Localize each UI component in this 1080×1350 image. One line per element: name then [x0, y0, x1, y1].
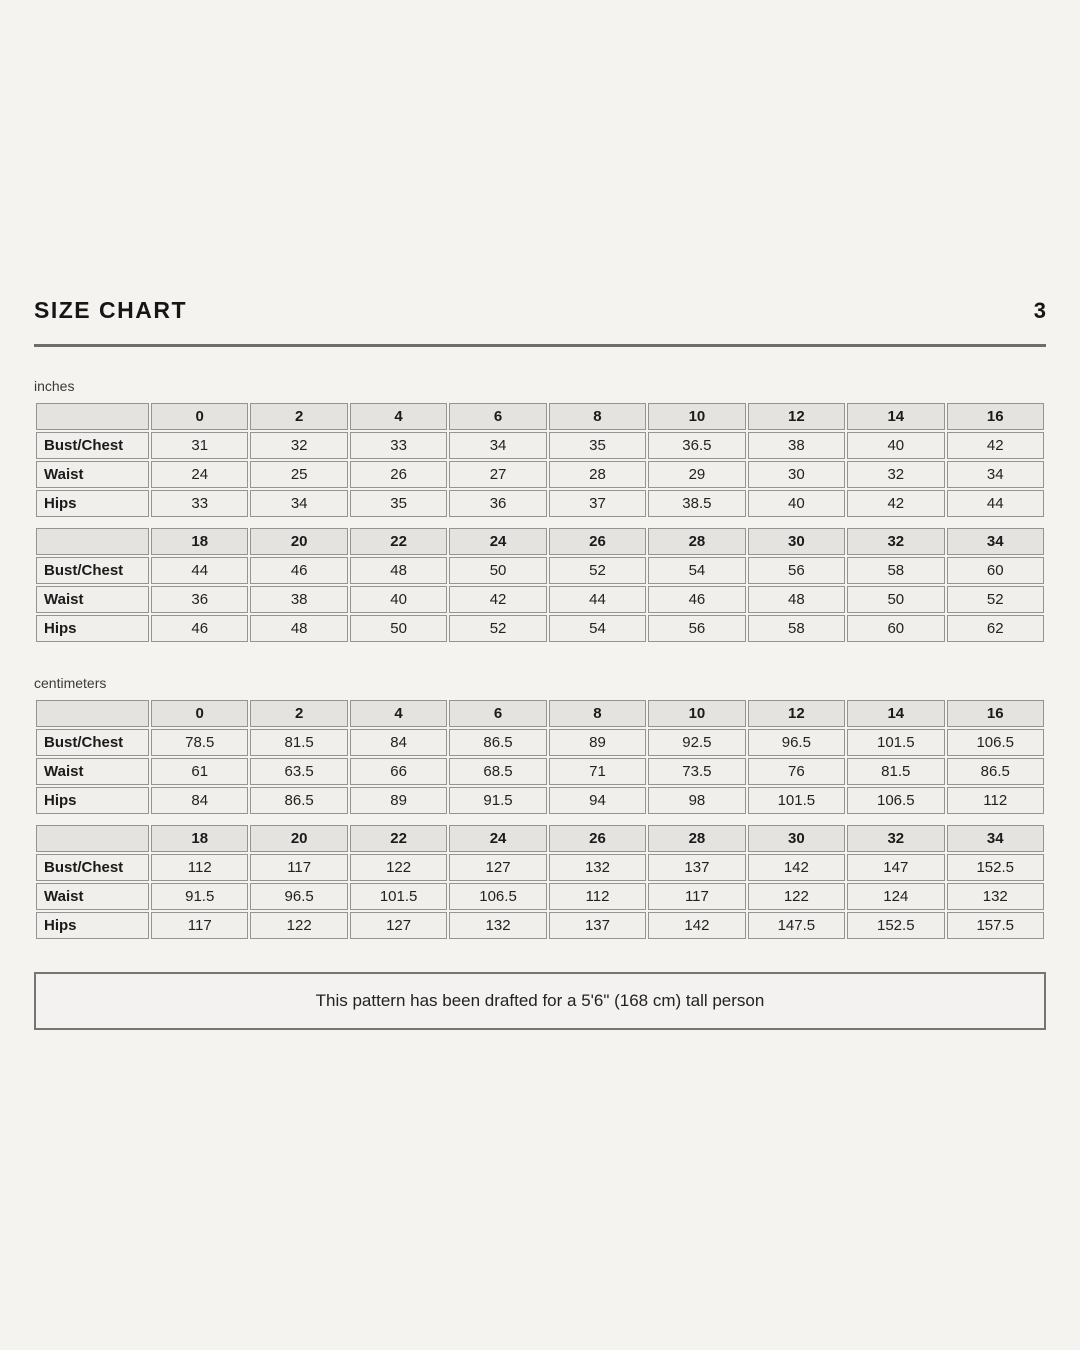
- measurement-value-cell: 71: [549, 758, 646, 785]
- size-column-header: 28: [648, 825, 745, 852]
- size-chart-sections: [34, 378, 1046, 941]
- size-column-header: 18: [151, 528, 248, 555]
- size-column-header: 26: [549, 528, 646, 555]
- height-note-box: [34, 972, 1046, 1030]
- measurement-value-cell: 50: [350, 615, 447, 642]
- measurement-value-cell: 46: [151, 615, 248, 642]
- size-column-header: 2: [250, 403, 347, 430]
- measurement-value-cell: 40: [350, 586, 447, 613]
- measurement-value-cell: 26: [350, 461, 447, 488]
- size-column-header: 24: [449, 528, 546, 555]
- measurement-value-cell: 37: [549, 490, 646, 517]
- unit-label-centimeters: centimeters: [34, 675, 107, 691]
- measurement-value-cell: 29: [648, 461, 745, 488]
- section-centimeters: [34, 675, 1046, 941]
- measurement-value-cell: 24: [151, 461, 248, 488]
- measurement-value-cell: 127: [449, 854, 546, 881]
- page-title: SIZE CHART: [34, 297, 187, 323]
- size-column-header: 30: [748, 825, 845, 852]
- measurement-value-cell: 35: [350, 490, 447, 517]
- unit-label-inches: inches: [34, 378, 75, 394]
- height-note-text: This pattern has been drafted for a 5'6" (168 cm) tall person: [315, 991, 765, 1010]
- measurement-value-cell: 68.5: [449, 758, 546, 785]
- corner-cell: [36, 528, 149, 555]
- measurement-value-cell: 48: [748, 586, 845, 613]
- measurement-value-cell: 81.5: [250, 729, 347, 756]
- measurement-value-cell: 38: [250, 586, 347, 613]
- measurement-row: [36, 461, 1044, 488]
- size-column-header: 16: [947, 403, 1045, 430]
- measurement-row-label: Waist: [36, 586, 149, 613]
- size-column-header: 4: [350, 403, 447, 430]
- measurement-value-cell: 86.5: [250, 787, 347, 814]
- size-column-header: 18: [151, 825, 248, 852]
- measurement-value-cell: 61: [151, 758, 248, 785]
- measurement-value-cell: 117: [151, 912, 248, 939]
- measurement-value-cell: 101.5: [748, 787, 845, 814]
- size-column-header: 32: [847, 825, 944, 852]
- title-divider: [34, 344, 1046, 347]
- size-column-header: 6: [449, 700, 546, 727]
- measurement-value-cell: 56: [648, 615, 745, 642]
- measurement-value-cell: 52: [947, 586, 1045, 613]
- measurement-value-cell: 28: [549, 461, 646, 488]
- measurement-value-cell: 112: [947, 787, 1045, 814]
- measurement-value-cell: 66: [350, 758, 447, 785]
- measurement-value-cell: 124: [847, 883, 944, 910]
- measurement-row: [36, 490, 1044, 517]
- measurement-value-cell: 36.5: [648, 432, 745, 459]
- measurement-row-label: Hips: [36, 912, 149, 939]
- measurement-value-cell: 44: [151, 557, 248, 584]
- measurement-value-cell: 117: [250, 854, 347, 881]
- page-header: [34, 0, 1046, 324]
- measurement-value-cell: 122: [350, 854, 447, 881]
- measurement-row-label: Waist: [36, 758, 149, 785]
- measurement-value-cell: 92.5: [648, 729, 745, 756]
- measurement-row: [36, 758, 1044, 785]
- measurement-value-cell: 127: [350, 912, 447, 939]
- measurement-value-cell: 106.5: [847, 787, 944, 814]
- measurement-value-cell: 94: [549, 787, 646, 814]
- size-column-header: 8: [549, 700, 646, 727]
- measurement-value-cell: 78.5: [151, 729, 248, 756]
- measurement-row: [36, 787, 1044, 814]
- measurement-value-cell: 122: [250, 912, 347, 939]
- size-table: [34, 823, 1046, 941]
- measurement-value-cell: 46: [648, 586, 745, 613]
- measurement-value-cell: 84: [350, 729, 447, 756]
- size-table: [34, 526, 1046, 644]
- size-header-row: [36, 825, 1044, 852]
- measurement-value-cell: 106.5: [947, 729, 1045, 756]
- measurement-row: [36, 912, 1044, 939]
- size-header-row: [36, 700, 1044, 727]
- measurement-value-cell: 34: [449, 432, 546, 459]
- measurement-value-cell: 101.5: [350, 883, 447, 910]
- measurement-value-cell: 147: [847, 854, 944, 881]
- measurement-value-cell: 54: [549, 615, 646, 642]
- measurement-value-cell: 152.5: [847, 912, 944, 939]
- measurement-value-cell: 58: [847, 557, 944, 584]
- size-column-header: 28: [648, 528, 745, 555]
- measurement-value-cell: 40: [847, 432, 944, 459]
- size-column-header: 24: [449, 825, 546, 852]
- measurement-value-cell: 30: [748, 461, 845, 488]
- measurement-value-cell: 84: [151, 787, 248, 814]
- size-column-header: 20: [250, 528, 347, 555]
- corner-cell: [36, 403, 149, 430]
- measurement-value-cell: 27: [449, 461, 546, 488]
- page-number: 3: [1033, 298, 1046, 323]
- size-column-header: 22: [350, 528, 447, 555]
- size-column-header: 0: [151, 700, 248, 727]
- measurement-value-cell: 32: [847, 461, 944, 488]
- measurement-value-cell: 58: [748, 615, 845, 642]
- size-column-header: 10: [648, 700, 745, 727]
- measurement-value-cell: 73.5: [648, 758, 745, 785]
- measurement-value-cell: 96.5: [250, 883, 347, 910]
- measurement-value-cell: 122: [748, 883, 845, 910]
- size-column-header: 22: [350, 825, 447, 852]
- measurement-value-cell: 96.5: [748, 729, 845, 756]
- size-column-header: 6: [449, 403, 546, 430]
- size-column-header: 14: [847, 403, 944, 430]
- size-header-row: [36, 528, 1044, 555]
- size-column-header: 30: [748, 528, 845, 555]
- measurement-value-cell: 86.5: [449, 729, 546, 756]
- measurement-row-label: Waist: [36, 461, 149, 488]
- measurement-value-cell: 52: [449, 615, 546, 642]
- measurement-value-cell: 117: [648, 883, 745, 910]
- measurement-value-cell: 152.5: [947, 854, 1045, 881]
- measurement-value-cell: 25: [250, 461, 347, 488]
- measurement-value-cell: 147.5: [748, 912, 845, 939]
- measurement-value-cell: 44: [549, 586, 646, 613]
- measurement-value-cell: 31: [151, 432, 248, 459]
- measurement-row-label: Waist: [36, 883, 149, 910]
- measurement-value-cell: 50: [449, 557, 546, 584]
- measurement-value-cell: 89: [350, 787, 447, 814]
- measurement-value-cell: 34: [250, 490, 347, 517]
- size-column-header: 14: [847, 700, 944, 727]
- measurement-row-label: Hips: [36, 787, 149, 814]
- size-column-header: 20: [250, 825, 347, 852]
- measurement-value-cell: 86.5: [947, 758, 1045, 785]
- measurement-row-label: Bust/Chest: [36, 432, 149, 459]
- measurement-row-label: Bust/Chest: [36, 729, 149, 756]
- size-column-header: 0: [151, 403, 248, 430]
- measurement-value-cell: 35: [549, 432, 646, 459]
- measurement-value-cell: 33: [350, 432, 447, 459]
- section-inches: [34, 378, 1046, 644]
- measurement-value-cell: 50: [847, 586, 944, 613]
- measurement-value-cell: 63.5: [250, 758, 347, 785]
- measurement-row: [36, 615, 1044, 642]
- measurement-value-cell: 60: [847, 615, 944, 642]
- measurement-row-label: Hips: [36, 615, 149, 642]
- size-column-header: 8: [549, 403, 646, 430]
- measurement-row: [36, 557, 1044, 584]
- measurement-value-cell: 137: [648, 854, 745, 881]
- measurement-row: [36, 883, 1044, 910]
- size-column-header: 12: [748, 700, 845, 727]
- size-column-header: 34: [947, 528, 1045, 555]
- measurement-value-cell: 40: [748, 490, 845, 517]
- size-column-header: 26: [549, 825, 646, 852]
- measurement-value-cell: 132: [947, 883, 1045, 910]
- corner-cell: [36, 825, 149, 852]
- measurement-value-cell: 112: [549, 883, 646, 910]
- measurement-value-cell: 42: [947, 432, 1045, 459]
- measurement-value-cell: 60: [947, 557, 1045, 584]
- measurement-value-cell: 101.5: [847, 729, 944, 756]
- measurement-value-cell: 54: [648, 557, 745, 584]
- measurement-value-cell: 56: [748, 557, 845, 584]
- measurement-row-label: Bust/Chest: [36, 557, 149, 584]
- measurement-value-cell: 132: [449, 912, 546, 939]
- measurement-row: [36, 729, 1044, 756]
- measurement-value-cell: 44: [947, 490, 1045, 517]
- size-table: [34, 401, 1046, 519]
- measurement-value-cell: 33: [151, 490, 248, 517]
- size-column-header: 4: [350, 700, 447, 727]
- measurement-row: [36, 432, 1044, 459]
- measurement-row: [36, 854, 1044, 881]
- measurement-value-cell: 38: [748, 432, 845, 459]
- measurement-value-cell: 48: [250, 615, 347, 642]
- measurement-value-cell: 42: [449, 586, 546, 613]
- measurement-value-cell: 81.5: [847, 758, 944, 785]
- measurement-value-cell: 36: [151, 586, 248, 613]
- measurement-value-cell: 36: [449, 490, 546, 517]
- measurement-value-cell: 62: [947, 615, 1045, 642]
- measurement-value-cell: 142: [648, 912, 745, 939]
- measurement-value-cell: 38.5: [648, 490, 745, 517]
- measurement-value-cell: 76: [748, 758, 845, 785]
- measurement-value-cell: 89: [549, 729, 646, 756]
- size-column-header: 12: [748, 403, 845, 430]
- measurement-value-cell: 132: [549, 854, 646, 881]
- measurement-value-cell: 42: [847, 490, 944, 517]
- measurement-value-cell: 52: [549, 557, 646, 584]
- size-table: [34, 698, 1046, 816]
- measurement-value-cell: 48: [350, 557, 447, 584]
- measurement-value-cell: 32: [250, 432, 347, 459]
- size-column-header: 16: [947, 700, 1045, 727]
- measurement-value-cell: 106.5: [449, 883, 546, 910]
- size-column-header: 34: [947, 825, 1045, 852]
- measurement-row-label: Bust/Chest: [36, 854, 149, 881]
- measurement-value-cell: 142: [748, 854, 845, 881]
- size-column-header: 2: [250, 700, 347, 727]
- size-column-header: 32: [847, 528, 944, 555]
- measurement-value-cell: 112: [151, 854, 248, 881]
- measurement-value-cell: 98: [648, 787, 745, 814]
- measurement-value-cell: 137: [549, 912, 646, 939]
- size-column-header: 10: [648, 403, 745, 430]
- measurement-value-cell: 46: [250, 557, 347, 584]
- measurement-row: [36, 586, 1044, 613]
- corner-cell: [36, 700, 149, 727]
- measurement-value-cell: 91.5: [449, 787, 546, 814]
- measurement-value-cell: 157.5: [947, 912, 1045, 939]
- size-header-row: [36, 403, 1044, 430]
- measurement-row-label: Hips: [36, 490, 149, 517]
- measurement-value-cell: 34: [947, 461, 1045, 488]
- measurement-value-cell: 91.5: [151, 883, 248, 910]
